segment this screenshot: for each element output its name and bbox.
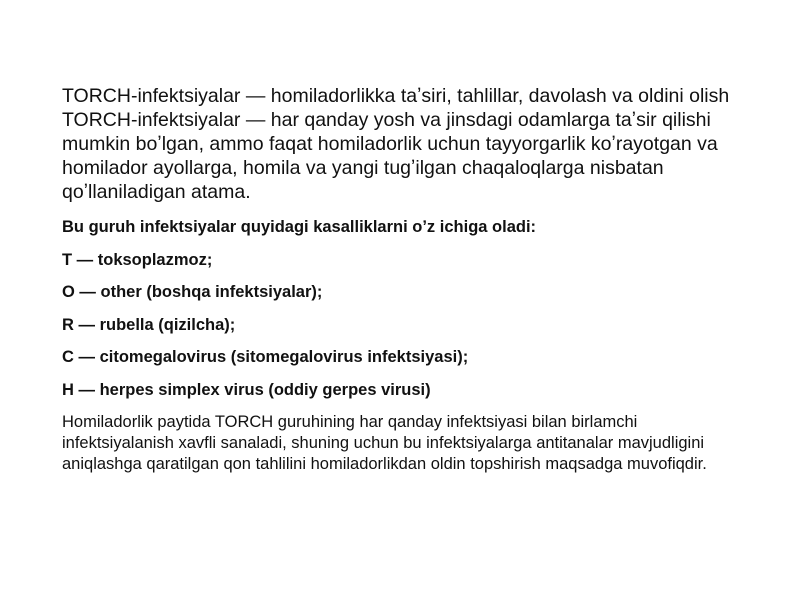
infection-list: [62, 217, 752, 401]
list-item-t: T — toksoplazmoz;: [62, 250, 213, 269]
list-item-r: R — rubella (qizilcha);: [62, 315, 236, 334]
slide-content: [62, 84, 752, 475]
list-item-c: C — citomegalovirus (sitomegalovirus infektsiyasi);: [62, 348, 469, 366]
title-line: TORCH-infektsiyalar — homiladorlikka taʼsiri, tahlillar, davolash va oldini olish: [62, 85, 730, 107]
list-item-o: O — other (boshqa infektsiyalar);: [62, 283, 323, 301]
group-intro: Bu guruh infektsiyalar quyidagi kasalliklarni oʼz ichiga oladi:: [62, 218, 537, 236]
list-item-h: H — herpes simplex virus (oddiy gerpes virusi): [62, 380, 431, 399]
conclusion-paragraph: Homiladorlik paytida TORCH guruhining har qanday infektsiyasi bilan birlamchi infektsiyalanish xavfli sanaladi, shuning uchun bu infektsiyalarga antitanalar mavjudligini aniqlashga qaratilgan qon tahlilini homiladorlikdan oldin topshirish maqsadga muvofiqdir.: [62, 413, 707, 473]
intro-paragraph: TORCH-infektsiyalar — har qanday yosh va jinsdagi odamlarga taʼsir qilishi mumkin boʼlgan, ammo faqat homiladorlik uchun tayyorgarlik koʼrayotgan va homilador ayollarga, homila va yangi tugʼilgan chaqaloqlarga nisbatan qoʼllaniladigan atama.: [62, 109, 718, 203]
